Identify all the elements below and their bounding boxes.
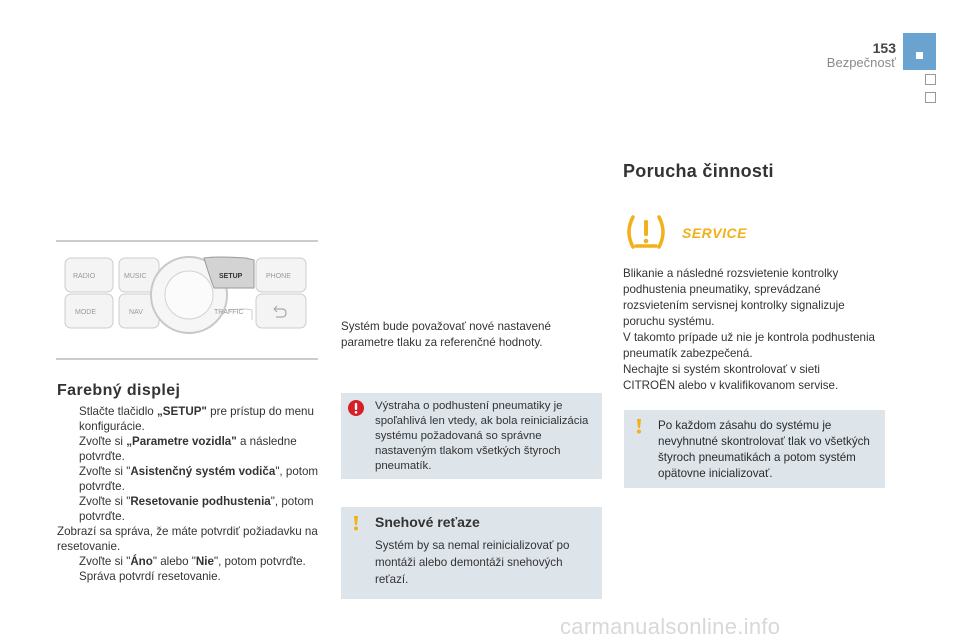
instruction-step: Stlačte tlačidlo „SETUP" pre prístup do menu konfigurácie. <box>79 405 314 433</box>
confirmation-text: Zobrazí sa správa, že máte potvrdiť požiadavku na resetovanie. <box>57 525 318 553</box>
info-icon <box>349 515 363 531</box>
reference-values-text: Systém bude považovať nové nastavené parametre tlaku za referenčné hodnoty. <box>341 320 551 349</box>
section-title: Bezpečnosť <box>826 55 896 70</box>
snow-chains-heading: Snehové reťaze <box>375 514 480 530</box>
console-button-music: MUSIC <box>124 273 147 280</box>
audio-console-illustration <box>56 238 318 362</box>
malfunction-heading: Porucha činnosti <box>623 161 774 181</box>
instruction-step: Zvoľte si "Asistenčný systém vodiča", potom potvrďte. <box>79 465 319 493</box>
instruction-step: Zvoľte si „Parametre vozidla" a následne potvrďte. <box>79 435 297 463</box>
console-button-mode: MODE <box>75 309 96 316</box>
color-display-heading: Farebný displej <box>57 382 181 399</box>
console-button-setup: SETUP <box>219 273 243 280</box>
malfunction-text: Blikanie a následné rozsvietenie kontrolky podhustenia pneumatiky, sprevádzané rozsvietením servisnej kontrolky signalizuje poruchu systému. V takomto prípade už nie je kontrola podhustenia pneumatík zabezpečená. Nechajte si systém skontrolovať v sieti CITROËN alebo v kvalifikovanom servise. <box>623 267 876 392</box>
warning-text: Výstraha o podhustení pneumatiky je spoľahlivá len vtedy, ak bola reinicializácia systému požadovaná so správne nastaveným tlakom všetkých štyroch pneumatík. <box>375 400 589 472</box>
instruction-step: Zvoľte si "Áno" alebo "Nie", potom potvrďte. Správa potvrdí resetovanie. <box>79 555 306 583</box>
console-button-phone: PHONE <box>266 273 291 280</box>
service-lamp-label: SERVICE <box>682 225 747 241</box>
console-button-radio: RADIO <box>73 273 96 280</box>
watermark: carmanualsonline.info <box>560 614 781 639</box>
tyre-pressure-warning-lamp-icon <box>621 213 671 251</box>
page-number: 153 <box>872 40 896 56</box>
console-button-nav: NAV <box>129 309 143 316</box>
snow-chains-text: Systém by sa nemal reinicializovať po montáži alebo demontáži snehových reťazí. <box>375 539 570 586</box>
info-icon <box>632 418 646 434</box>
chapter-tab-empty <box>925 74 936 85</box>
color-display-instructions <box>57 404 321 584</box>
warning-exclamation-icon <box>348 400 364 416</box>
chapter-tab <box>903 33 936 70</box>
instruction-step: Zvoľte si "Resetovanie podhustenia", potom potvrďte. <box>79 495 314 523</box>
after-service-text: Po každom zásahu do systému je nevyhnutné skontrolovať tlak vo všetkých štyroch pneumatikách a potom systém opätovne inicializovať. <box>658 419 870 480</box>
chapter-tab-empty <box>925 92 936 103</box>
console-button-traffic: TRAFFIC <box>214 309 244 316</box>
